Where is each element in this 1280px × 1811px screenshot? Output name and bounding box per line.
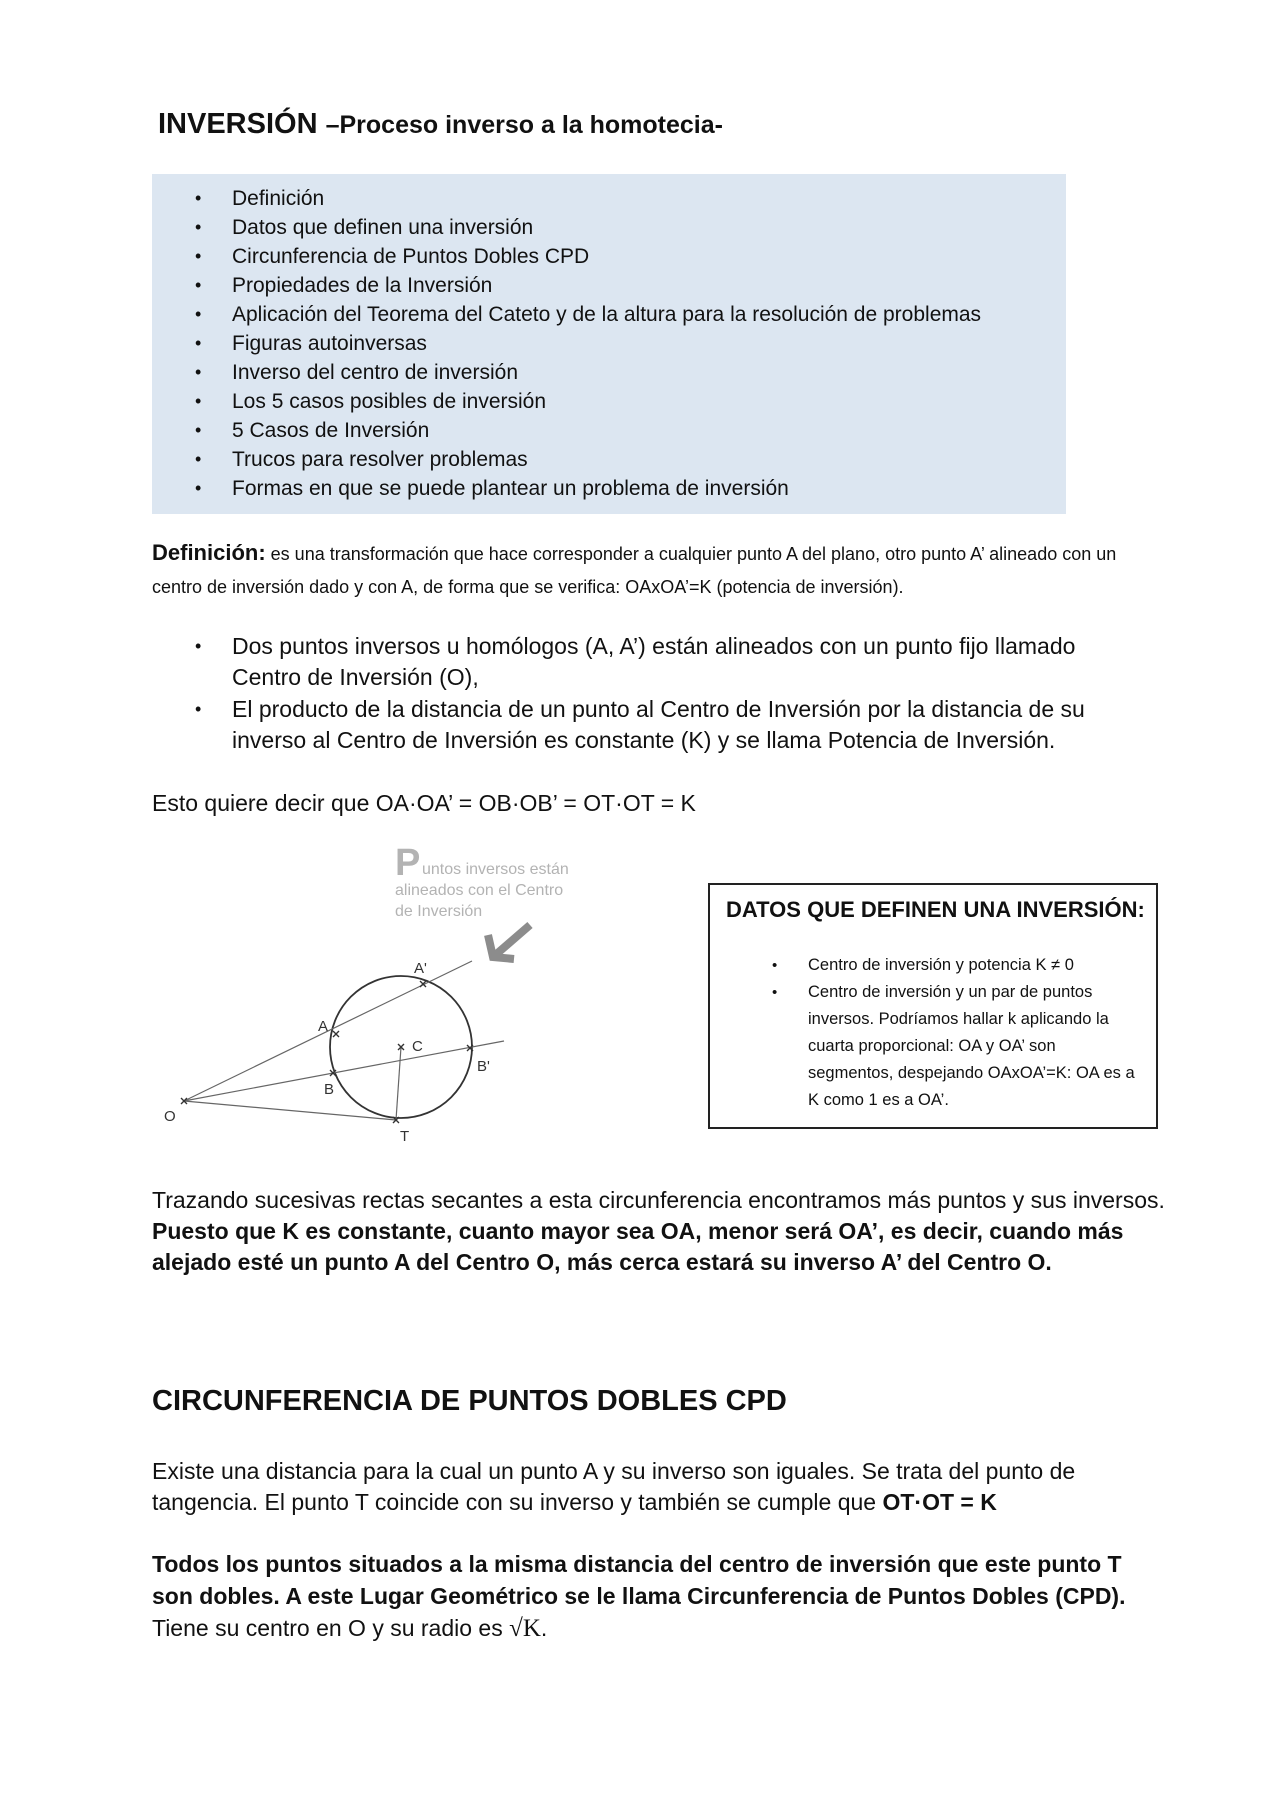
toc-item: • Propiedades de la Inversión [152,271,1066,300]
caption-initial: P [395,845,421,884]
toc-item: • Inverso del centro de inversión [152,358,1066,387]
data-box-item: • Centro de inversión y un par de puntos inversos. Podríamos hallar k aplicando la cuarta proporcional: OA y OA’ son segmentos, despejando OAxOA’=K: OA es a K como 1 es a OA’. [710,979,1156,1114]
definition-text: es una transformación que hace corresponder a cualquier punto A del plano, otro punto A’ alineado con un centro de inversión dado y con A, de forma que se verifica: OAxOA’=K (potencia de inversión). [152,544,1117,597]
title-main: INVERSIÓN [158,108,318,140]
diagram-caption [395,845,569,920]
data-box-item: • Centro de inversión y potencia K ≠ 0 [710,952,1156,979]
toc-item: • Trucos para resolver problemas [152,445,1066,474]
property-item: • Dos puntos inversos u homólogos (A, A’) están alineados con un punto fijo llamado Centro de Inversión (O), [152,631,1112,693]
properties-list [152,631,1112,757]
label-a: A [318,1018,329,1035]
label-t: T [400,1128,410,1145]
cpd-bold-text: Todos los puntos situados a la misma distancia del centro de inversión que este punto T son dobles. A este Lugar Geométrico se le llama Circunferencia de Puntos Dobles (CPD). [152,1551,1126,1609]
point-marks [181,981,473,1123]
caption-line-1: untos inversos están [422,861,569,878]
caption-line-3: de Inversión [395,903,483,920]
cpd-text: Tiene su centro en O y su radio es [152,1615,510,1641]
toc-item: • Circunferencia de Puntos Dobles CPD [152,242,1066,271]
section-heading-cpd: CIRCUNFERENCIA DE PUNTOS DOBLES CPD [152,1385,787,1417]
inversion-diagram [160,845,610,1155]
label-c: C [412,1038,423,1055]
secants-paragraph [152,1185,1182,1278]
tangency-paragraph [152,1456,1152,1518]
tangency-text: Existe una distancia para la cual un punto A y su inverso son iguales. Se trata del punto de tangencia. El punto T coincide con su inverso y también se cumple que [152,1458,1076,1515]
toc-item: • 5 Casos de Inversión [152,416,1066,445]
label-b-prime: B' [477,1058,490,1075]
radius-line [396,1047,401,1120]
tangent-line [184,1101,396,1120]
table-of-contents [152,174,1066,514]
definition-paragraph [152,536,1152,604]
toc-item: • Definición [152,184,1066,213]
title-subtitle: –Proceso inverso a la homotecia- [325,111,723,139]
equation-line: Esto quiere decir que OA·OA’ = OB·OB’ = OT·OT = K [152,790,696,816]
label-o: O [164,1108,176,1125]
definition-data-box [708,883,1158,1129]
tangency-formula: OT·OT = K [882,1489,997,1515]
toc-item: • Figuras autoinversas [152,329,1066,358]
page-title [158,108,723,141]
label-b: B [324,1081,335,1098]
toc-item: • Datos que definen una inversión [152,213,1066,242]
toc-item: • Aplicación del Teorema del Cateto y de la altura para la resolución de problemas [152,300,1066,329]
cpd-end-dot: . [540,1615,548,1641]
caption-line-2: alineados con el Centro [395,882,564,899]
data-box-heading: DATOS QUE DEFINEN UNA INVERSIÓN: [726,897,1145,922]
secants-text: Trazando sucesivas rectas secantes a esta circunferencia encontramos más puntos y sus inversos. [152,1187,1165,1213]
cpd-paragraph [152,1548,1152,1645]
property-item: • El producto de la distancia de un punto al Centro de Inversión por la distancia de su inverso al Centro de Inversión es constante (K) y se llama Potencia de Inversión. [152,694,1112,756]
definition-label: Definición: [152,540,266,565]
label-a-prime: A' [414,960,427,977]
toc-item: • Formas en que se puede plantear un problema de inversión [152,474,1066,503]
toc-item: • Los 5 casos posibles de inversión [152,387,1066,416]
secants-bold-text: Puesto que K es constante, cuanto mayor sea OA, menor será OA’, es decir, cuando más alejado esté un punto A del Centro O, más cerca estará su inverso A’ del Centro O. [152,1218,1124,1275]
sqrt-k: √K [509,1615,541,1642]
arrow-icon [488,925,530,959]
